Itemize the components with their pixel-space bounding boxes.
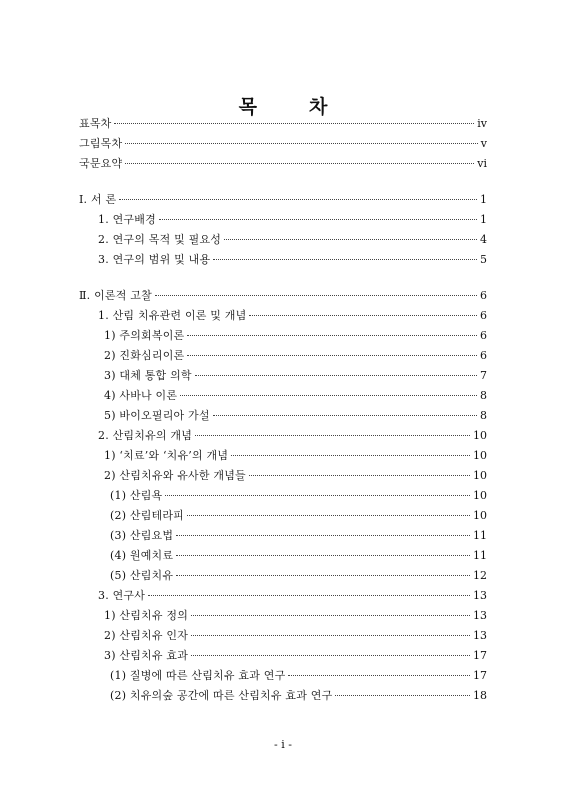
dot-leader xyxy=(187,355,477,356)
toc-entry-page: 17 xyxy=(473,669,487,682)
dot-leader xyxy=(165,495,470,496)
dot-leader xyxy=(231,455,470,456)
toc-entry-label: 3. 연구사 xyxy=(98,589,146,602)
toc-entry-label: Ⅰ. 서 론 xyxy=(79,193,117,206)
dot-leader xyxy=(125,163,474,164)
toc-entry-page: 1 xyxy=(480,193,487,206)
toc-entry[interactable] xyxy=(98,306,487,326)
toc-entry[interactable] xyxy=(98,230,487,250)
toc-entry-page: 8 xyxy=(480,389,487,402)
toc-entry[interactable] xyxy=(79,114,487,134)
dot-leader xyxy=(187,515,470,516)
toc-entry-label: 3. 연구의 범위 및 내용 xyxy=(98,253,211,266)
toc-entry-page: 13 xyxy=(473,609,487,622)
toc-entry[interactable] xyxy=(79,190,487,210)
toc-entry[interactable] xyxy=(104,346,487,366)
dot-leader xyxy=(288,675,470,676)
dot-leader xyxy=(176,555,470,556)
toc-entry[interactable] xyxy=(110,506,487,526)
toc-entry-page: 13 xyxy=(473,589,487,602)
toc-entry[interactable] xyxy=(104,606,487,626)
toc-entry[interactable] xyxy=(104,446,487,466)
toc-entry[interactable] xyxy=(110,546,487,566)
toc-entry-label: (2) 산림테라피 xyxy=(110,509,185,522)
toc-entry[interactable] xyxy=(110,666,487,686)
toc-entry-label: 1) ‘치료’와 ‘치유’의 개념 xyxy=(104,449,229,462)
dot-leader xyxy=(191,615,470,616)
toc-entry[interactable] xyxy=(104,626,487,646)
toc-entry-label: (1) 질병에 따른 산림치유 효과 연구 xyxy=(110,669,286,682)
toc-entry-label: 2) 산림치유와 유사한 개념들 xyxy=(104,469,246,482)
toc-entry[interactable] xyxy=(110,486,487,506)
toc-entry-label: 1. 산림 치유관련 이론 및 개념 xyxy=(98,309,247,322)
toc-entry[interactable] xyxy=(98,210,487,230)
toc-entry-page: 10 xyxy=(473,429,487,442)
dot-leader xyxy=(249,475,470,476)
toc-entry[interactable] xyxy=(79,286,487,306)
dot-leader xyxy=(180,395,477,396)
toc-entry-label: (2) 치유의숲 공간에 따른 산림치유 효과 연구 xyxy=(110,689,333,702)
dot-leader xyxy=(191,655,470,656)
toc-entry-label: 1. 연구배경 xyxy=(98,213,156,226)
dot-leader xyxy=(191,635,470,636)
toc-entry-label: 2. 연구의 목적 및 필요성 xyxy=(98,233,222,246)
toc-entry-page: 10 xyxy=(473,449,487,462)
title-char-1: 목 xyxy=(238,96,257,118)
toc-entry-page: 10 xyxy=(473,509,487,522)
toc-entry-label: 표목차 xyxy=(79,117,112,130)
toc-entry-page: 7 xyxy=(480,369,487,382)
toc-entry-page: 11 xyxy=(473,549,487,562)
toc-entry[interactable] xyxy=(104,406,487,426)
dot-leader xyxy=(187,335,477,336)
toc-entry-label: 1) 산림치유 정의 xyxy=(104,609,189,622)
toc-entry-label: 국문요약 xyxy=(79,157,123,170)
dot-leader xyxy=(148,595,470,596)
toc-entry[interactable] xyxy=(104,366,487,386)
toc-entry-label: 2. 산림치유의 개념 xyxy=(98,429,193,442)
dot-leader xyxy=(335,695,470,696)
toc-entry-label: 2) 진화심리이론 xyxy=(104,349,185,362)
toc-entry-page: ⅳ xyxy=(477,117,487,130)
toc-entry-page: 4 xyxy=(480,233,487,246)
toc-entry-page: ⅴ xyxy=(480,137,487,150)
toc-entry-page: 8 xyxy=(480,409,487,422)
toc-entry[interactable] xyxy=(79,134,487,154)
toc-entry-label: 3) 산림치유 효과 xyxy=(104,649,189,662)
toc-entry-page: 6 xyxy=(480,349,487,362)
toc-entry-label: 4) 사바나 이론 xyxy=(104,389,178,402)
toc-entry-label: 1) 주의회복이론 xyxy=(104,329,185,342)
toc-entry-label: (5) 산림치유 xyxy=(110,569,174,582)
dot-leader xyxy=(213,259,477,260)
toc-entry-label: Ⅱ. 이론적 고찰 xyxy=(79,289,152,302)
dot-leader xyxy=(195,435,470,436)
toc-entry-label: 그림목차 xyxy=(79,137,123,150)
dot-leader xyxy=(114,123,474,124)
dot-leader xyxy=(159,219,477,220)
toc-entry[interactable] xyxy=(104,646,487,666)
toc-entry[interactable] xyxy=(104,386,487,406)
title-char-2: 차 xyxy=(309,96,328,118)
toc-entry-page: 1 xyxy=(480,213,487,226)
toc-entry-page: 11 xyxy=(473,529,487,542)
toc-entry[interactable] xyxy=(104,466,487,486)
toc-entry-page: 10 xyxy=(473,489,487,502)
toc-entry[interactable] xyxy=(79,154,487,174)
toc-entry[interactable] xyxy=(104,326,487,346)
toc-entry-label: 3) 대체 통합 의학 xyxy=(104,369,192,382)
dot-leader xyxy=(125,143,477,144)
toc-entry-label: (4) 원예치료 xyxy=(110,549,174,562)
page-number-footer: - i - xyxy=(274,738,292,751)
toc-entry-page: 6 xyxy=(480,309,487,322)
toc-entry[interactable] xyxy=(110,566,487,586)
toc-entry-page: 12 xyxy=(473,569,487,582)
toc-entry-page: 5 xyxy=(480,253,487,266)
toc-entry-label: 5) 바이오필리아 가설 xyxy=(104,409,210,422)
dot-leader xyxy=(249,315,477,316)
dot-leader xyxy=(195,375,477,376)
toc-entry-page: 6 xyxy=(480,289,487,302)
dot-leader xyxy=(176,535,470,536)
dot-leader xyxy=(155,295,477,296)
dot-leader xyxy=(119,199,477,200)
toc-entry-page: ⅵ xyxy=(477,157,487,170)
toc-entry-page: 18 xyxy=(473,689,487,702)
toc-entry-label: (3) 산림요법 xyxy=(110,529,174,542)
toc-entry-page: 17 xyxy=(473,649,487,662)
dot-leader xyxy=(176,575,470,576)
dot-leader xyxy=(213,415,477,416)
dot-leader xyxy=(224,239,477,240)
toc-entry-page: 10 xyxy=(473,469,487,482)
toc-entry[interactable] xyxy=(110,526,487,546)
toc-entry-label: (1) 산림욕 xyxy=(110,489,163,502)
toc-entry-page: 13 xyxy=(473,629,487,642)
toc-entry[interactable] xyxy=(110,686,487,706)
toc-entry[interactable] xyxy=(98,250,487,270)
toc-entry-page: 6 xyxy=(480,329,487,342)
toc-entry[interactable] xyxy=(98,426,487,446)
toc-entry-label: 2) 산림치유 인자 xyxy=(104,629,189,642)
toc-entry[interactable] xyxy=(98,586,487,606)
